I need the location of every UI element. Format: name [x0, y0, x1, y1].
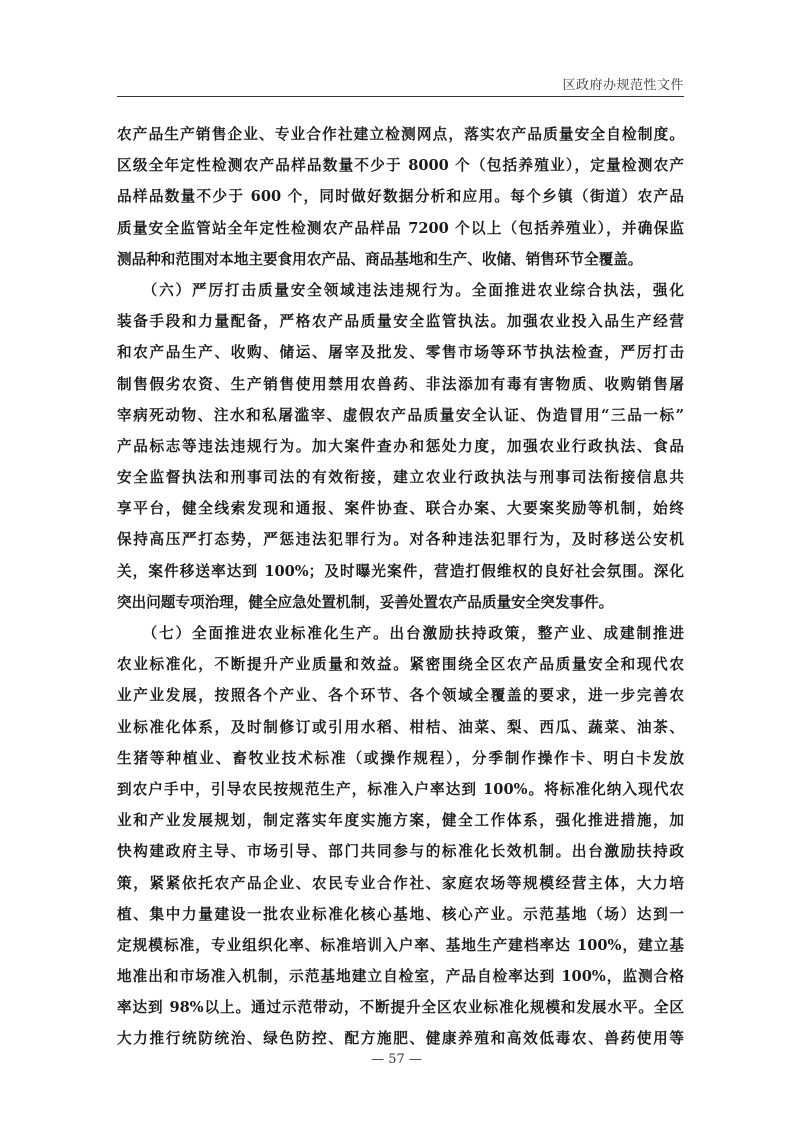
- document-category-label: 区政府办规范性文件: [562, 78, 684, 93]
- text-line: 业产业发展，按照各个产业、各个环节、各个领域全覆盖的要求，进一步完善农: [117, 687, 684, 705]
- text-line: 业标准化体系，及时制修订或引用水稻、柑桔、油菜、梨、西瓜、蔬菜、油茶、: [117, 718, 684, 736]
- text-line: 大力推行统防统治、绿色防控、配方施肥、健康养殖和高效低毒农、兽药使用等: [117, 1030, 684, 1048]
- text-line: 和农产品生产、收购、储运、屠宰及批发、零售市场等环节执法检查，严厉打击: [117, 344, 684, 362]
- text-line: 制售假劣农资、生产销售使用禁用农兽药、非法添加有毒有害物质、收购销售屠: [117, 375, 684, 393]
- text-line: 定规模标准，专业组织化率、标准培训入户率、基地生产建档率达 100%，建立基: [117, 936, 684, 954]
- text-line: 快构建政府主导、市场引导、部门共同参与的标准化长效机制。出台激励扶持政: [117, 843, 684, 861]
- text-line: 农业标准化，不断提升产业质量和效益。紧密围绕全区农产品质量安全和现代农: [117, 656, 684, 674]
- page-header: [117, 74, 684, 97]
- text-line: 保持高压严打态势，严惩违法犯罪行为。对各种违法犯罪行为，及时移送公安机: [117, 531, 684, 549]
- text-line: 安全监督执法和刑事司法的有效衔接，建立农业行政执法与刑事司法衔接信息共: [117, 469, 684, 487]
- text-line: 关，案件移送率达到 100%；及时曝光案件，营造打假维权的良好社会氛围。深化: [117, 562, 684, 580]
- text-line: 率达到 98%以上。通过示范带动，不断提升全区农业标准化规模和发展水平。全区: [117, 999, 684, 1017]
- text-line: 装备手段和力量配备，严格农产品质量安全监管执法。加强农业投入品生产经营: [117, 313, 684, 331]
- text-line: 产品标志等违法违规行为。加大案件查办和惩处力度，加强农业行政执法、食品: [117, 437, 684, 455]
- text-line: （六）严厉打击质量安全领域违法违规行为。全面推进农业综合执法，强化: [117, 281, 684, 299]
- document-body: [117, 119, 684, 1055]
- text-line: 测品种和范围对本地主要食用农产品、商品基地和生产、收储、销售环节全覆盖。: [117, 250, 643, 268]
- text-line: 到农户手中，引导农民按规范生产，标准入户率达到 100%。将标准化纳入现代农: [117, 780, 684, 798]
- text-line: 宰病死动物、注水和私屠滥宰、虚假农产品质量安全认证、伪造冒用“三品一标”: [117, 406, 684, 424]
- text-line: 区级全年定性检测农产品样品数量不少于 8000 个（包括养殖业），定量检测农产: [117, 157, 684, 175]
- text-line: 享平台，健全线索发现和通报、案件协查、联合办案、大要案奖励等机制，始终: [117, 500, 684, 518]
- text-line: 突出问题专项治理，健全应急处置机制，妥善处置农产品质量安全突发事件。: [117, 593, 614, 611]
- text-line: 农产品生产销售企业、专业合作社建立检测网点，落实农产品质量安全自检制度。: [117, 126, 684, 143]
- text-line: 植、集中力量建设一批农业标准化核心基地、核心产业。示范基地（场）达到一: [117, 905, 684, 923]
- text-line: 品样品数量不少于 600 个，同时做好数据分析和应用。每个乡镇（街道）农产品: [117, 188, 684, 206]
- text-line: 质量安全监管站全年定性检测农产品样品 7200 个以上（包括养殖业），并确保监: [117, 219, 684, 237]
- text-line: 业和产业发展规划，制定落实年度实施方案，健全工作体系，强化推进措施，加: [117, 812, 684, 830]
- text-line: （七）全面推进农业标准化生产。出台激励扶持政策，整产业、成建制推进: [117, 625, 684, 642]
- text-line: 生猪等种植业、畜牧业技术标准（或操作规程），分季制作操作卡、明白卡发放: [117, 749, 684, 767]
- text-line: 地准出和市场准入机制，示范基地建立自检室，产品自检率达到 100%，监测合格: [117, 968, 684, 986]
- page-number: — 57 —: [371, 1052, 422, 1067]
- text-line: 策，紧紧依托农产品企业、农民专业合作社、家庭农场等规模经营主体，大力培: [117, 874, 684, 892]
